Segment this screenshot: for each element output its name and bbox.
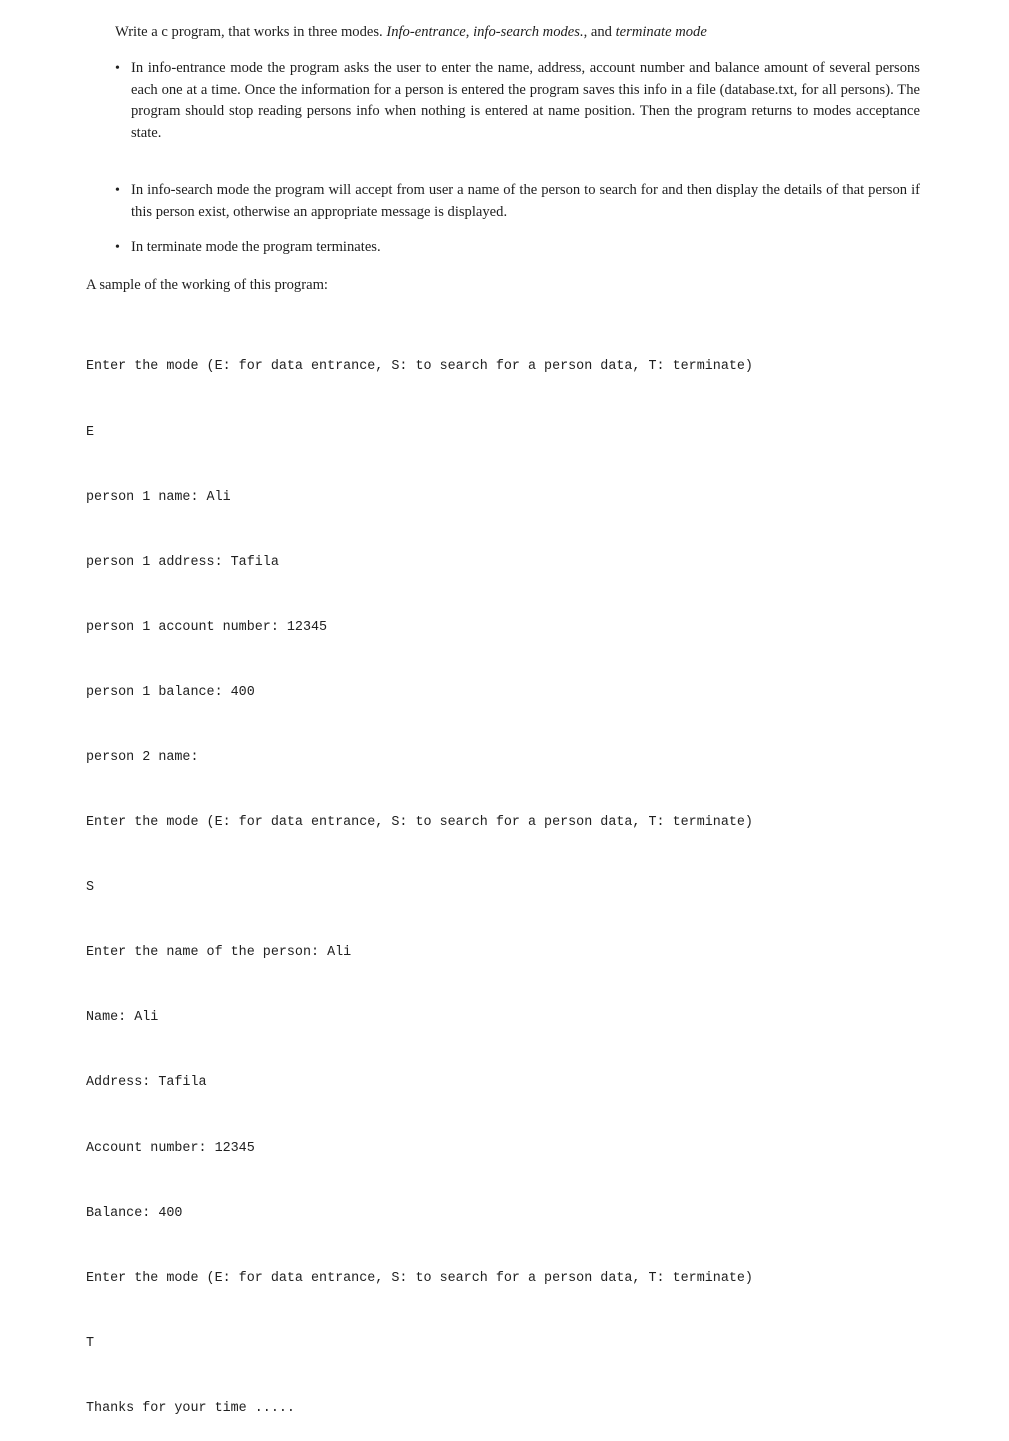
console-line: Name: Ali bbox=[86, 1010, 159, 1026]
console-line: Enter the mode (E: for data entrance, S: to search for a person data, T: terminate) bbox=[86, 1270, 753, 1286]
console-line: person 1 account number: 12345 bbox=[86, 619, 328, 635]
console-line: E bbox=[86, 424, 95, 440]
console-line: Enter the mode (E: for data entrance, S: to search for a person data, T: terminate) bbox=[86, 815, 753, 831]
list-item-text: In terminate mode the program terminates. bbox=[131, 239, 381, 255]
intro-middle: , and bbox=[583, 24, 616, 40]
assignment-intro bbox=[115, 22, 955, 43]
intro-separator: , bbox=[465, 24, 474, 40]
mode-terminate: terminate mode bbox=[615, 24, 707, 40]
bullet-icon: • bbox=[115, 61, 120, 76]
mode-descriptions-list bbox=[112, 58, 920, 259]
console-line: Enter the name of the person: Ali bbox=[86, 945, 352, 961]
list-item-text: In info-search mode the program will accept from user a name of the person to search for and then display the details of that person if this person exist, otherwise an appropriate message is displayed. bbox=[131, 182, 920, 220]
list-item-text: In info-entrance mode the program asks the user to enter the name, address, account number and balance amount of several persons each one at a time. Once the information for a person is entered the program saves this info in a file (database.txt, for all persons). The program should stop reading persons info when nothing is entered at name position. Then the program returns to modes acceptance state. bbox=[131, 60, 920, 141]
sample-console-output bbox=[86, 313, 753, 1441]
intro-prefix: Write a c program, that works in three modes. bbox=[115, 24, 387, 40]
console-line: Enter the mode (E: for data entrance, S: to search for a person data, T: terminate) bbox=[86, 359, 753, 375]
console-line: person 2 name: bbox=[86, 749, 199, 765]
console-line: Account number: 12345 bbox=[86, 1140, 255, 1156]
mode-info-entrance: Info-entrance bbox=[386, 24, 466, 40]
console-line: person 1 name: Ali bbox=[86, 489, 231, 505]
mode-info-search: info-search modes. bbox=[473, 24, 584, 40]
console-line: person 1 address: Tafila bbox=[86, 554, 279, 570]
sample-heading: A sample of the working of this program: bbox=[86, 277, 328, 293]
bullet-icon: • bbox=[115, 240, 120, 255]
list-item-terminate bbox=[112, 237, 920, 259]
console-line: S bbox=[86, 880, 95, 896]
bullet-icon: • bbox=[115, 183, 120, 198]
list-item-info-entrance bbox=[112, 58, 920, 166]
console-line: person 1 balance: 400 bbox=[86, 684, 255, 700]
list-item-info-search bbox=[112, 180, 920, 235]
console-line: Balance: 400 bbox=[86, 1205, 183, 1221]
console-line: T bbox=[86, 1335, 95, 1351]
console-line: Thanks for your time ..... bbox=[86, 1400, 295, 1416]
console-line: Address: Tafila bbox=[86, 1075, 207, 1091]
